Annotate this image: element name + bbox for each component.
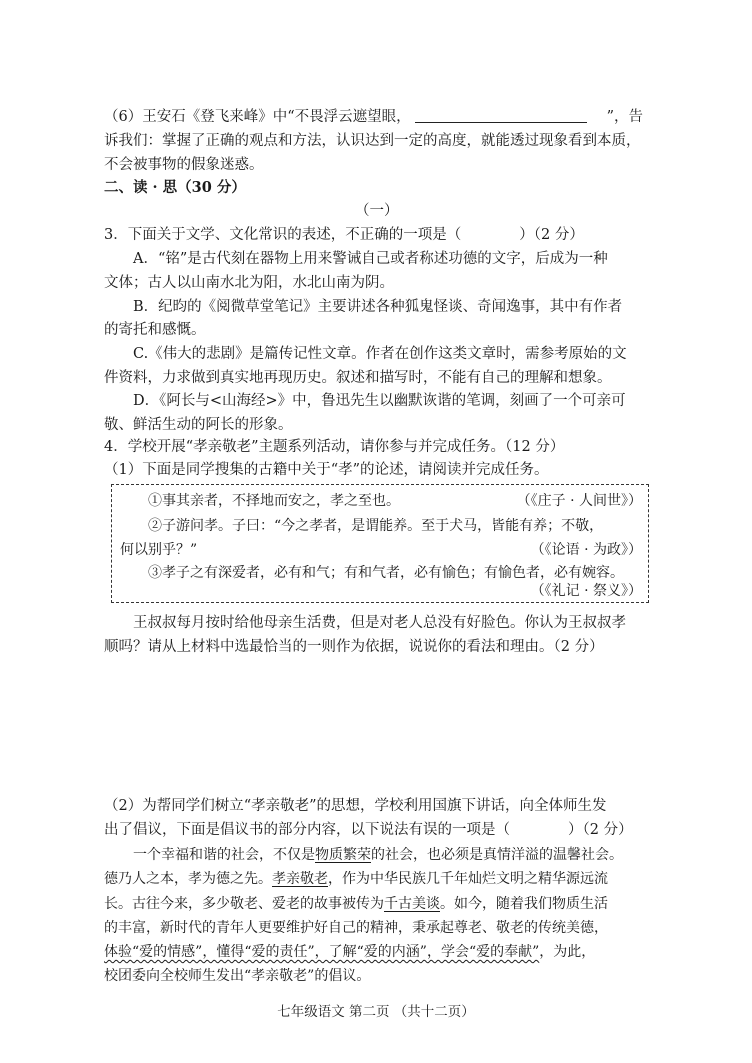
proposal-line3 — [104, 894, 608, 914]
quote3: ③孝子之有深爱者，必有和气；有和气者，必有愉色；有愉色者，必有婉容。 — [148, 565, 624, 581]
quote2-line2 — [120, 540, 642, 560]
q6-line3: 不会被事物的假象迷惑。 — [104, 157, 264, 173]
proposal-line2-b: ，作为中华民族几千年灿烂文明之精华源远流 — [328, 871, 608, 887]
proposal-line3-a: 长。古往今来，多少敬老、爱老的故事被传为 — [104, 896, 384, 912]
proposal-line6: 校团委向全校师生发出“孝亲敬老”的倡议。 — [104, 968, 371, 984]
q4-task-line1: 王叔叔每月按时给他母亲生活费，但是对老人总没有好脸色。你认为王叔叔孝 — [133, 615, 626, 631]
q3-option-d-line1: D．《阿长与<山海经>》中，鲁迅先生以幽默诙谐的笔调，刻画了一个可亲可 — [133, 393, 626, 409]
q4-sub2-line1: （2）为帮同学们树立“孝亲敬老”的思想，学校利用国旗下讲话，向全体师生发 — [104, 798, 607, 814]
page-footer: 七年级语文 第二页 （共十二页） — [277, 1004, 475, 1020]
q3-option-a-line2: 文体；古人以山南水北为阳，水北山南为阴。 — [104, 275, 394, 291]
q3-stem-a: 3．下面关于文学、文化常识的表述，不正确的一项是（ — [104, 227, 462, 243]
answer-area[interactable] — [104, 665, 650, 790]
q3-stem — [104, 225, 584, 245]
quote2-line1: ②子游问孝。子曰：“今之孝者，是谓能养。至于犬马，皆能有养；不敬， — [148, 518, 604, 534]
q4-sub1: （1）下面是同学搜集的古籍中关于“孝”的论述，请阅读并完成任务。 — [104, 462, 549, 478]
q3-option-c-line2: 件资料，力求做到真实地再现历史。叙述和描写时，不能有自己的理解和想象。 — [104, 370, 612, 386]
q3-option-a-line1: A．“铭”是古代刻在器物上用来警诫自己或者称述功德的文字，后成为一种 — [133, 251, 608, 267]
quote2-source: （《论语 · 为政》） — [530, 542, 642, 558]
q4-stem: 4．学校开展“孝亲敬老”主题系列活动，请你参与并完成任务。（12 分） — [104, 439, 565, 455]
proposal-line2 — [104, 869, 608, 889]
proposal-line1-b: 的社会，也必须是真情洋溢的温馨社会。 — [371, 847, 623, 863]
quote2-text: 何以别乎？” — [120, 542, 198, 558]
q4-task-line2: 顺吗？请从上材料中选最恰当的一则作为依据，说说你的看法和理由。（2 分） — [104, 639, 604, 655]
quote1-source: （《庄子 · 人间世》） — [516, 493, 642, 509]
q4-sub2-text-a: 出了倡议，下面是倡议书的部分内容，以下说法有误的一项是（ — [104, 822, 510, 838]
proposal-line3-b: 。如今，随着我们物质生活 — [440, 896, 608, 912]
section2-title: 二、读 · 思（30 分） — [104, 179, 246, 196]
proposal-line2-a: 德乃人之本，孝为德之先。 — [104, 871, 272, 887]
proposal-line1 — [133, 845, 623, 865]
q6-answer-blank[interactable] — [415, 108, 587, 123]
q3-option-b-line1: B．纪昀的《阅微草堂笔记》主要讲述各种狐鬼怪谈、奇闻逸事，其中有作者 — [133, 299, 623, 315]
proposal-line5 — [104, 942, 595, 962]
q6-text-b: ”，告 — [606, 109, 644, 125]
quote3-source: （《礼记 · 祭义》） — [530, 583, 642, 599]
q6-line1 — [104, 107, 643, 127]
underlined-qiangumeitan: 千古美谈 — [384, 896, 440, 912]
proposal-line1-a: 一个幸福和谐的社会，不仅是 — [133, 847, 315, 863]
quotes-box — [111, 484, 649, 603]
q4-sub2-text-b: ）（2 分） — [568, 822, 633, 838]
proposal-line5-b: ，为此， — [539, 944, 596, 960]
q3-option-b-line2: 的寄托和感慨。 — [104, 322, 206, 338]
quote1 — [148, 491, 642, 511]
q3-option-d-line2: 敬、鲜活生动的阿长的形象。 — [104, 417, 293, 433]
q6-text-a: （6）王安石《登飞来峰》中“不畏浮云遮望眼， — [104, 109, 411, 125]
proposal-line4: 的丰富，新时代的青年人更要维护好自己的精神，秉承起尊老、敬老的传统美德， — [104, 920, 608, 936]
underlined-xiaoqinjinglao: 孝亲敬老 — [272, 871, 328, 887]
q3-stem-b: ）（2 分） — [519, 227, 584, 243]
q6-line2: 诉我们：掌握了正确的观点和方法，认识达到一定的高度，就能透过现象看到本质， — [104, 133, 641, 149]
wavy-underlined-sentence: 体验“爱的情感”，懂得“爱的责任”，了解“爱的内涵”，学会“爱的奉献” — [104, 944, 540, 960]
part1-title: （一） — [355, 203, 399, 219]
quote1-text: ①事其亲者，不择地而安之，孝之至也。 — [148, 493, 400, 509]
underlined-wuzhifanrong: 物质繁荣 — [315, 847, 371, 863]
q4-sub2-line2 — [104, 820, 633, 840]
q3-option-c-line1: C.《伟大的悲剧》是篇传记性文章。作者在创作这类文章时，需参考原始的文 — [133, 346, 627, 362]
